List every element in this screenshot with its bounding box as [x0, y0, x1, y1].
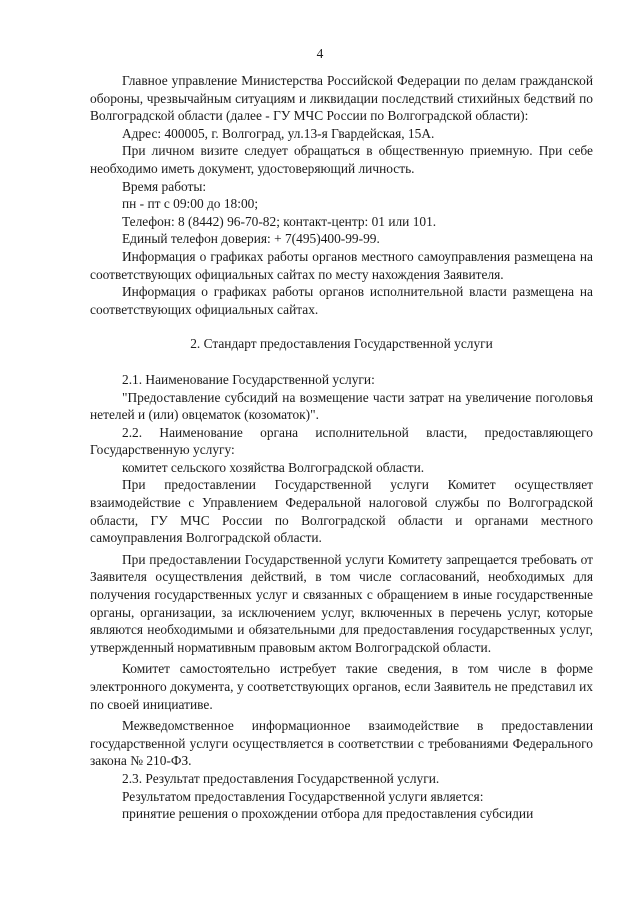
document-body	[90, 72, 593, 823]
paragraph-executive-schedules: Информация о графиках работы органов исполнительной власти размещена на соответствующих официальных сайтах.	[90, 284, 593, 317]
paragraph-trust-phone: Единый телефон доверия: + 7(495)400-99-99.	[122, 231, 380, 247]
paragraph-interaction: При предоставлении Государственной услуги Комитет осуществляет взаимодействие с Управлением Федеральной налоговой службы по Волгоградской области, ГУ МЧС России по Волгоградской области и органами местного самоуправления Волгоградской области.	[90, 477, 593, 546]
paragraph-gu-mchs: Главное управление Министерства Российской Федерации по делам гражданской обороны, чрезвычайным ситуациям и ликвидации последствий стихийных бедствий по Волгоградской области (далее - ГУ МЧС России по Волгоградской области):	[90, 73, 593, 124]
paragraph-prohibition: При предоставлении Государственной услуги Комитету запрещается требовать от Заявителя осуществления действий, в том числе согласований, необходимых для получения государственных услуг и связанных с обращением в иные государственные органы, организации, за исключением услуг, включенных в перечень услуг, которые являются необходимыми и обязательными для предоставления государственных услуг, утвержденный нормативным правовым актом Волгоградской области.	[90, 551, 593, 655]
paragraph-self-request: Комитет самостоятельно истребует такие сведения, в том числе в форме электронного документа, у соответствующих органов, если Заявитель не представил их по своей инициативе.	[90, 661, 593, 712]
paragraph-2-3: 2.3. Результат предоставления Государственной услуги.	[122, 770, 440, 786]
paragraph-interagency: Межведомственное информационное взаимодействие в предоставлении государственной услуги осуществляется в соответствии с требованиями Федерального закона № 210-ФЗ.	[90, 718, 593, 769]
section-heading: 2. Стандарт предоставления Государственной услуги	[190, 336, 493, 352]
paragraph-work-time-label: Время работы:	[122, 178, 207, 194]
paragraph-local-schedules: Информация о графиках работы органов местного самоуправления размещена на соответствующих официальных сайтах по месту нахождения Заявителя.	[90, 248, 593, 282]
paragraph-2-2: 2.2. Наименование органа исполнительной власти, предоставляющего Государственную услугу:	[90, 424, 593, 458]
paragraph-personal-visit: При личном визите следует обращаться в общественную приемную. При себе необходимо иметь документ, удостоверяющий личность.	[90, 143, 593, 176]
paragraph-committee: комитет сельского хозяйства Волгоградской области.	[122, 459, 425, 475]
paragraph-phone: Телефон: 8 (8442) 96-70-82; контакт-центр: 01 или 101.	[122, 213, 437, 229]
paragraph-service-name: "Предоставление субсидий на возмещение части затрат на увеличение поголовья нетелей и (или) овцематок (козоматок)".	[90, 389, 593, 423]
paragraph-address: Адрес: 400005, г. Волгоград, ул.13-я Гвардейская, 15А.	[122, 125, 435, 141]
paragraph-2-1: 2.1. Наименование Государственной услуги:	[122, 371, 375, 387]
page-number: 4	[316, 46, 324, 61]
paragraph-result-decision: принятие решения о прохождении отбора для предоставления субсидии	[122, 806, 534, 822]
paragraph-work-hours: пн - пт с 09:00 до 18:00;	[122, 196, 259, 212]
paragraph-result-intro: Результатом предоставления Государственной услуги является:	[122, 788, 484, 804]
